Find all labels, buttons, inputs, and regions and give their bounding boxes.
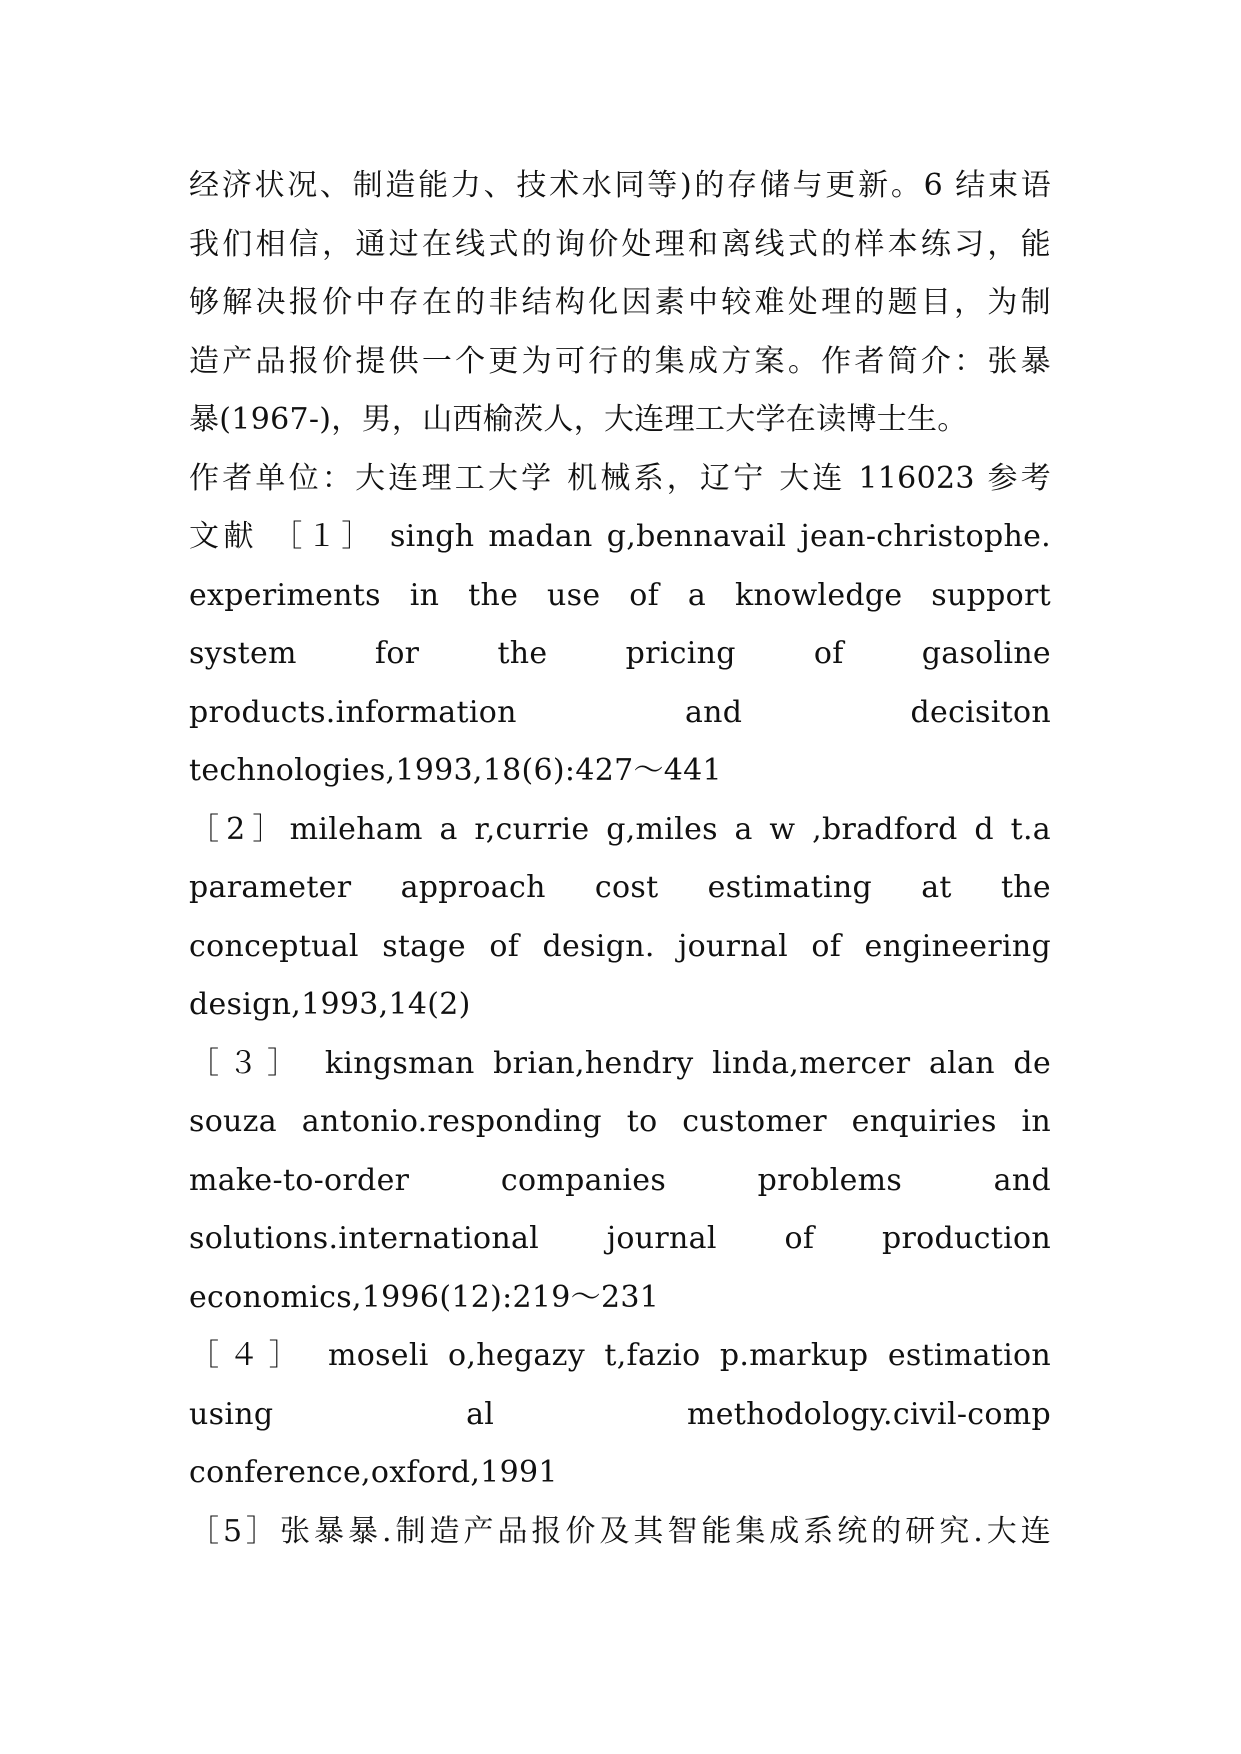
reference-2-line-1: ［2］mileham a r,currie g,miles a w ,bradford d t.a xyxy=(189,811,1051,847)
author-bio-line: 暴(1967-)，男，山西榆茨人，大连理工大学在读博士生。 xyxy=(189,402,968,437)
reference-2-line-3: conceptual stage of design. journal of engineering xyxy=(189,928,1051,964)
reference-4-line-3: conference,oxford,1991 xyxy=(189,1455,558,1490)
reference-1-line-5: technologies,1993,18(6):427～441 xyxy=(189,753,722,788)
reference-5-line-1: ［5］张暴暴.制造产品报价及其智能集成系统的研究.大连 xyxy=(189,1513,1051,1549)
body-line-4: 造产品报价提供一个更为可行的集成方案。作者简介：张暴 xyxy=(189,343,1051,379)
body-line-2: 我们相信，通过在线式的询价处理和离线式的样本练习，能 xyxy=(189,226,1051,262)
reference-3-line-1: ［３］ kingsman brian,hendry linda,mercer alan de xyxy=(189,1045,1051,1081)
reference-3-line-3: make-to-order companies problems and xyxy=(189,1162,1051,1198)
body-line-1: 经济状况、制造能力、技术水同等)的存储与更新。6 结束语 xyxy=(189,168,1051,203)
reference-3-line-4: solutions.international journal of production xyxy=(189,1221,1051,1256)
reference-2-line-4: design,1993,14(2) xyxy=(189,987,471,1022)
reference-3-line-2: souza antonio.responding to customer enquiries in xyxy=(189,1104,1051,1139)
reference-4-line-1: ［４］ moseli o,hegazy t,fazio p.markup estimation xyxy=(189,1338,1051,1373)
reference-4-line-2: using al methodology.civil-comp xyxy=(189,1396,1051,1432)
document-page xyxy=(189,157,1051,1561)
reference-1-line-1: 文献 ［１］ singh madan g,bennavail jean-christophe. xyxy=(189,519,1051,554)
reference-1-line-2: experiments in the use of a knowledge support xyxy=(189,577,1051,613)
reference-2-line-2: parameter approach cost estimating at the xyxy=(189,870,1051,905)
reference-1-line-3: system for the pricing of gasoline xyxy=(189,636,1051,671)
reference-1-line-4: products.information and decisiton xyxy=(189,694,1051,730)
body-line-3: 够解决报价中存在的非结构化因素中较难处理的题目，为制 xyxy=(189,285,1051,320)
author-affiliation-line: 作者单位：大连理工大学 机械系，辽宁 大连 116023 参考 xyxy=(189,460,1051,496)
reference-3-line-5: economics,1996(12):219～231 xyxy=(189,1279,660,1315)
